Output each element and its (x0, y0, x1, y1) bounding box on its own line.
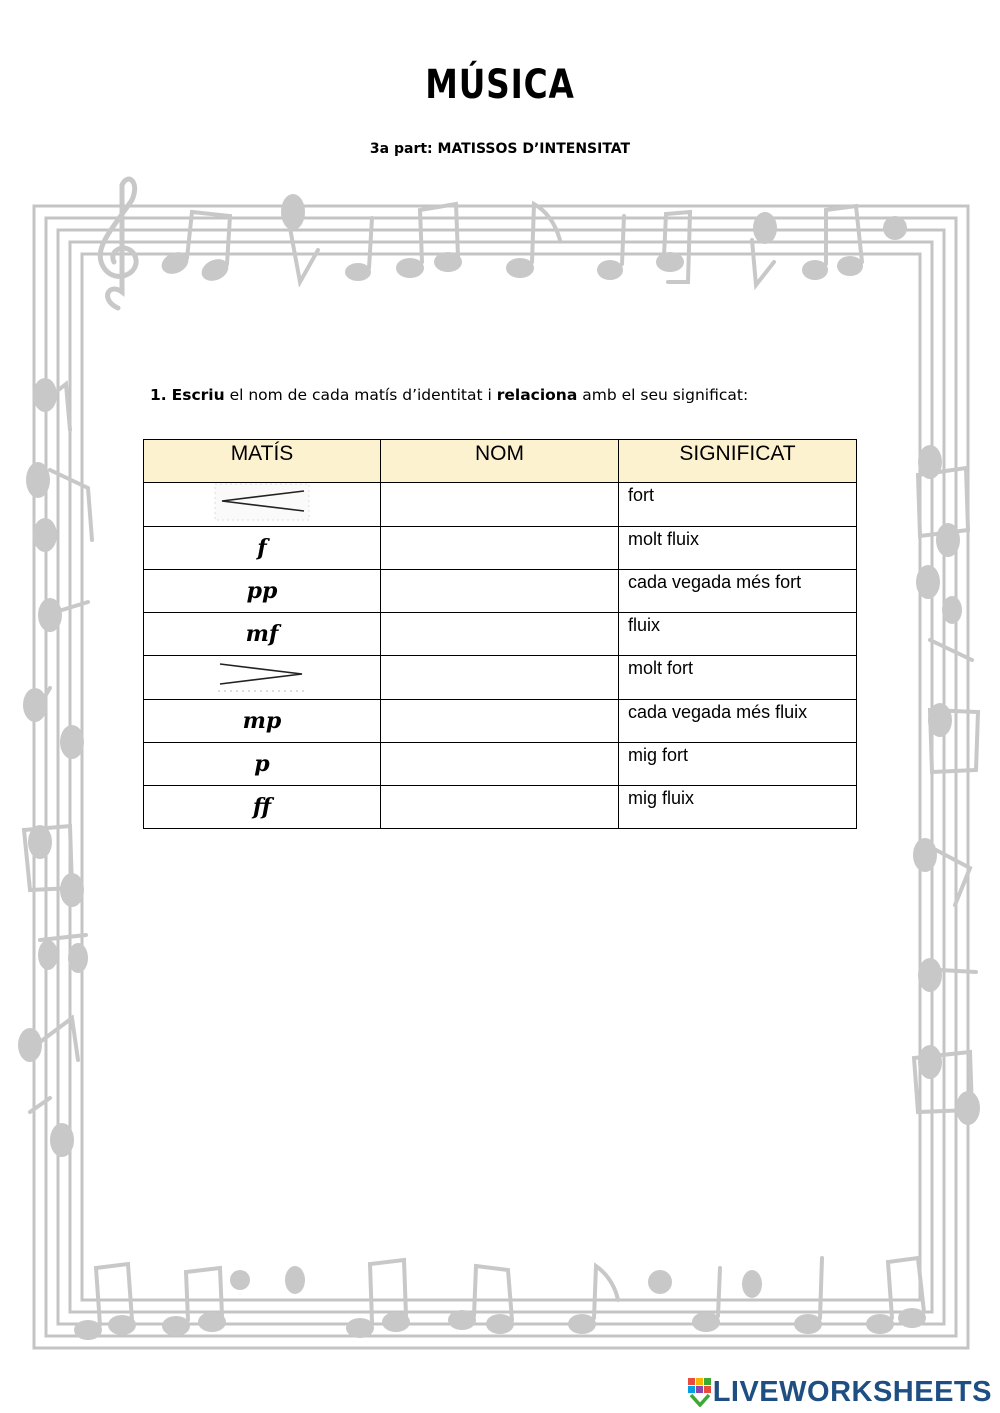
exercise-instruction (150, 386, 748, 404)
significat-cell: fort (619, 483, 857, 527)
brand[interactable] (687, 1375, 992, 1409)
dynamic-symbol: f (257, 534, 267, 561)
significat-cell: molt fluix (619, 527, 857, 570)
page-title: MÚSICA (425, 62, 575, 108)
dynamic-symbol: p (254, 750, 270, 777)
page-subtitle: 3a part: MATISSOS D’INTENSITAT (369, 141, 631, 157)
header-matis: MATÍS (144, 440, 381, 483)
significat-cell: mig fluix (619, 786, 857, 829)
header-nom: NOM (381, 440, 619, 483)
significat-cell: cada vegada més fort (619, 570, 857, 613)
symbol-cell (144, 656, 381, 700)
liveworksheets-logo-icon (687, 1377, 713, 1407)
nom-input-cell[interactable] (381, 483, 619, 527)
table-row (144, 570, 857, 613)
nom-input-cell[interactable] (381, 656, 619, 700)
dynamic-symbol: pp (246, 577, 278, 604)
significat-cell: fluix (619, 613, 857, 656)
symbol-cell (144, 613, 381, 656)
header-significat: SIGNIFICAT (619, 440, 857, 483)
crescendo-icon (214, 483, 310, 521)
brand-name: LIVEWORKSHEETS (712, 1375, 992, 1408)
symbol-cell (144, 483, 381, 527)
dynamic-symbol: ff (252, 793, 272, 820)
table-row (144, 483, 857, 527)
nom-input-cell[interactable] (381, 570, 619, 613)
instruction-text-2: amb el seu significat: (582, 386, 749, 404)
significat-cell: cada vegada més fluix (619, 700, 857, 743)
instruction-verb-relate: relaciona (496, 386, 578, 404)
table-row (144, 527, 857, 570)
instruction-verb-write: Escriu (171, 386, 225, 404)
table-row (144, 700, 857, 743)
nom-input-cell[interactable] (381, 613, 619, 656)
decrescendo-icon (214, 656, 310, 694)
exercise-number: 1. (150, 386, 167, 404)
significat-cell: molt fort (619, 656, 857, 700)
symbol-cell (144, 700, 381, 743)
symbol-cell (144, 570, 381, 613)
nom-input-cell[interactable] (381, 743, 619, 786)
instruction-text-1: el nom de cada matís d’identitat i (229, 386, 492, 404)
symbol-cell (144, 786, 381, 829)
nom-input-cell[interactable] (381, 786, 619, 829)
significat-cell: mig fort (619, 743, 857, 786)
symbol-cell (144, 527, 381, 570)
table-row (144, 786, 857, 829)
nom-input-cell[interactable] (381, 700, 619, 743)
table-row (144, 656, 857, 700)
dynamic-symbol: mf (245, 620, 279, 647)
dynamics-table (143, 439, 857, 829)
table-row (144, 743, 857, 786)
symbol-cell (144, 743, 381, 786)
table-header-row (144, 440, 857, 483)
dynamic-symbol: mp (242, 707, 282, 734)
table-row (144, 613, 857, 656)
nom-input-cell[interactable] (381, 527, 619, 570)
